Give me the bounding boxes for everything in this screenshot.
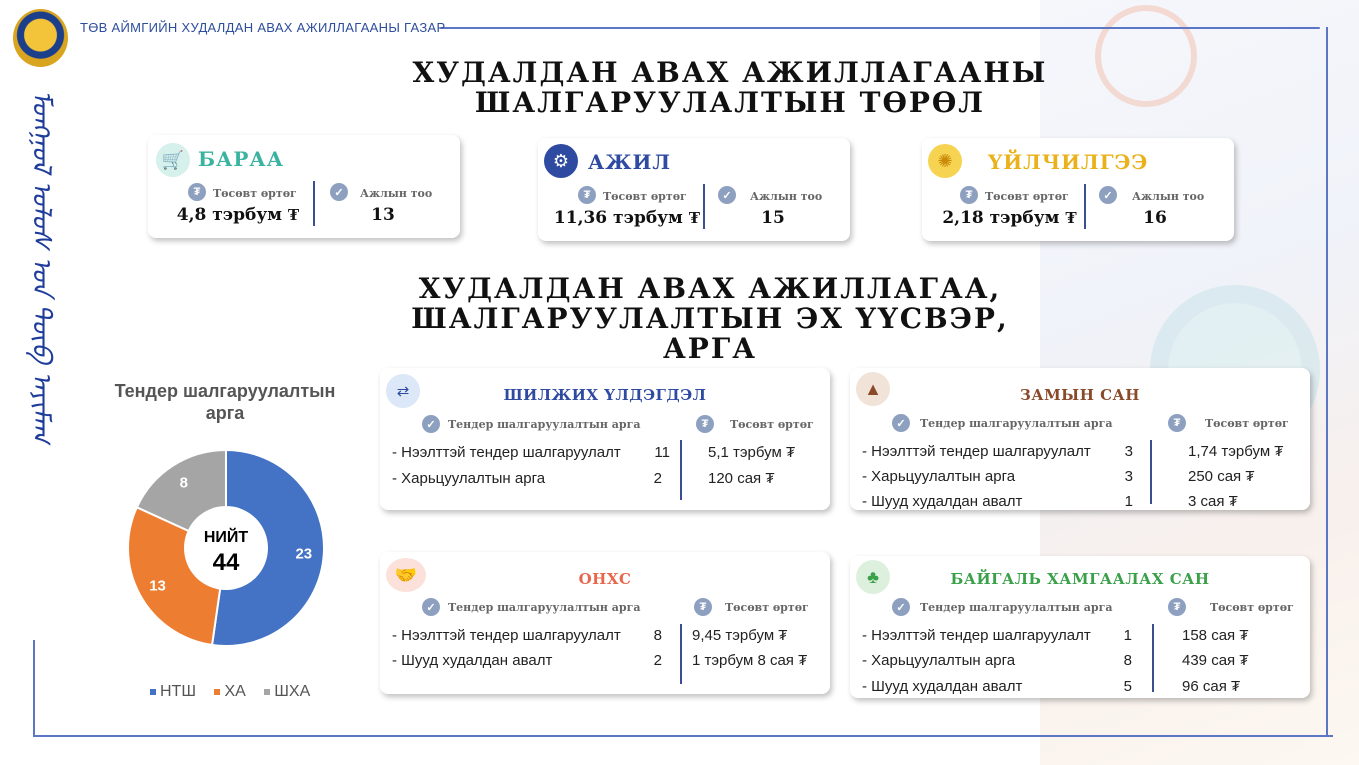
method-count: 1 — [1123, 627, 1132, 644]
center-value: 44 — [212, 549, 240, 576]
org-name: ТӨВ АЙМГИЙН ХУДАЛДАН АВАХ АЖИЛЛАГААНЫ ГАЗАР — [80, 20, 446, 35]
source-title: ОНХС — [578, 570, 632, 588]
method-text: - Харьцуулалтын арга — [862, 652, 1016, 669]
method-label: Тендер шалгаруулалтын арга — [448, 418, 641, 431]
method-text: - Харьцуулалтын арга — [862, 468, 1016, 485]
budget-label: Төсөвт өртөг — [985, 190, 1069, 203]
divider — [680, 624, 682, 684]
method-amount: 1 тэрбум 8 сая ₮ — [692, 652, 808, 669]
tree-icon: ♣ — [856, 560, 890, 594]
category-title: ҮЙЛЧИЛГЭЭ — [988, 150, 1149, 174]
budget-value: 4,8 тэрбум ₮ — [176, 205, 300, 225]
check-icon: ₮ — [578, 186, 596, 204]
budget-label: Төсөвт өртөг — [1205, 417, 1289, 430]
section1-title-line1: ХУДАЛДАН АВАХ АЖИЛЛАГААНЫ — [412, 56, 1048, 89]
count-label: Ажлын тоо — [1132, 190, 1205, 203]
check-icon: ✓ — [892, 598, 910, 616]
check-icon: ✓ — [422, 415, 440, 433]
source-card-transfer — [380, 368, 830, 510]
check-icon: ✓ — [892, 414, 910, 432]
divider — [680, 440, 682, 500]
mongolian-script-text: ᠮᠣᠩᠭᠣᠯ ᠤᠯᠤᠰ ᠤᠨ ᠲᠥᠪ ᠠᠶᠢᠮᠠᠭ — [26, 90, 56, 443]
source-card-nature-fund — [850, 556, 1310, 698]
count-value: 15 — [761, 208, 785, 228]
gear-icon: ⚙ — [544, 144, 578, 178]
method-label: Тендер шалгаруулалтын арга — [920, 417, 1113, 430]
method-amount: 3 сая ₮ — [1188, 493, 1238, 510]
divider — [703, 184, 705, 229]
check-icon: ₮ — [188, 183, 206, 201]
data-label: 8 — [179, 474, 189, 492]
divider — [1084, 184, 1086, 229]
budget-label: Төсөвт өртөг — [730, 418, 814, 431]
method-amount: 1,74 тэрбум ₮ — [1188, 443, 1284, 460]
donut-chart — [106, 428, 346, 668]
section1-title — [380, 58, 1080, 118]
check-icon: ₮ — [1168, 598, 1186, 616]
cart-icon: 🛒 — [156, 143, 190, 177]
data-label: 13 — [149, 577, 166, 595]
method-amount: 5,1 тэрбум ₮ — [708, 444, 796, 461]
method-amount: 9,45 тэрбум ₮ — [692, 627, 788, 644]
method-count: 2 — [653, 470, 662, 487]
method-text: - Шууд худалдан авалт — [862, 678, 1023, 695]
method-count: 1 — [1124, 493, 1133, 510]
method-count: 11 — [654, 444, 670, 461]
section2-title — [360, 274, 1060, 364]
legend-label: ХА — [224, 683, 246, 700]
method-amount: 158 сая ₮ — [1182, 627, 1249, 644]
legend-item-shha — [264, 683, 310, 700]
method-text: - Нээлттэй тендер шалгаруулалт — [862, 443, 1091, 460]
method-count: 5 — [1123, 678, 1132, 695]
check-icon: ₮ — [1168, 414, 1186, 432]
chart-title: Тендер шалгаруулалтын арга — [114, 381, 336, 423]
method-count: 3 — [1124, 443, 1133, 460]
center-label: НИЙТ — [203, 529, 249, 546]
budget-label: Төсөвт өртөг — [1210, 601, 1294, 614]
source-card-local-dev-fund — [380, 552, 830, 694]
legend-item-ntsh — [150, 683, 196, 700]
method-text: - Нээлттэй тендер шалгаруулалт — [392, 444, 621, 461]
method-amount: 250 сая ₮ — [1188, 468, 1255, 485]
budget-value: 2,18 тэрбум ₮ — [942, 208, 1077, 228]
legend-label: ШХА — [274, 683, 311, 700]
method-amount: 439 сая ₮ — [1182, 652, 1249, 669]
legend-label: НТШ — [160, 683, 196, 700]
divider — [1150, 440, 1152, 504]
method-amount: 96 сая ₮ — [1182, 678, 1241, 695]
method-text: - Харьцуулалтын арга — [392, 470, 546, 487]
category-card-works — [538, 138, 850, 241]
frame-right-line — [1326, 27, 1328, 737]
legend-swatch — [264, 689, 270, 695]
method-count: 2 — [653, 652, 662, 669]
handshake-icon: 🤝 — [386, 558, 426, 592]
legend-item-ha — [214, 683, 245, 700]
state-emblem-logo — [13, 9, 68, 67]
frame-left-line — [33, 640, 35, 737]
source-title: ЗАМЫН САН — [1020, 386, 1140, 404]
section1-title-line2: ШАЛГАРУУЛАЛТЫН ТӨРӨЛ — [474, 86, 986, 119]
chart-legend — [150, 683, 310, 701]
method-count: 8 — [1123, 652, 1132, 669]
method-text: - Нээлттэй тендер шалгаруулалт — [392, 627, 621, 644]
divider — [313, 181, 315, 226]
method-amount: 120 сая ₮ — [708, 470, 775, 487]
divider — [1152, 624, 1154, 692]
count-label: Ажлын тоо — [750, 190, 823, 203]
category-title: БАРАА — [198, 147, 284, 171]
method-count: 8 — [653, 627, 662, 644]
legend-swatch — [150, 689, 156, 695]
method-text: - Нээлттэй тендер шалгаруулалт — [862, 627, 1091, 644]
budget-value: 11,36 тэрбум ₮ — [553, 208, 701, 228]
donut-hole — [184, 506, 268, 590]
check-icon: ✓ — [330, 183, 348, 201]
category-card-goods — [148, 135, 460, 238]
method-label: Тендер шалгаруулалтын арга — [920, 601, 1113, 614]
frame-top-line — [440, 27, 1320, 29]
check-icon: ✓ — [422, 598, 440, 616]
source-title: БАЙГАЛЬ ХАМГААЛАХ САН — [950, 570, 1210, 588]
category-title: АЖИЛ — [588, 150, 672, 174]
data-label: 23 — [295, 545, 313, 563]
check-icon: ₮ — [696, 415, 714, 433]
source-card-road-fund — [850, 368, 1310, 510]
method-label: Тендер шалгаруулалтын арга — [448, 601, 641, 614]
count-value: 16 — [1143, 208, 1167, 228]
check-icon: ₮ — [960, 186, 978, 204]
source-title: ШИЛЖИХ ҮЛДЭГДЭЛ — [503, 386, 707, 404]
legend-swatch — [214, 689, 220, 695]
transfer-icon: ⇄ — [386, 374, 420, 408]
section2-title-line2: ШАЛГАРУУЛАЛТЫН ЭХ ҮҮСВЭР, АРГА — [411, 302, 1009, 365]
budget-label: Төсөвт өртөг — [725, 601, 809, 614]
check-icon: ✓ — [1099, 186, 1117, 204]
count-label: Ажлын тоо — [360, 187, 433, 200]
service-icon: ✺ — [928, 144, 962, 178]
road-icon: ▲ — [856, 372, 890, 406]
budget-label: Төсөвт өртөг — [213, 187, 297, 200]
frame-bottom-line — [33, 735, 1333, 737]
clock-decoration — [1095, 5, 1197, 107]
method-count: 3 — [1124, 468, 1133, 485]
method-text: - Шууд худалдан авалт — [862, 493, 1023, 510]
check-icon: ✓ — [718, 186, 736, 204]
section2-title-line1: ХУДАЛДАН АВАХ АЖИЛЛАГАА, — [418, 272, 1002, 305]
category-card-services — [922, 138, 1234, 241]
count-value: 13 — [371, 205, 395, 225]
method-text: - Шууд худалдан авалт — [392, 652, 553, 669]
budget-label: Төсөвт өртөг — [603, 190, 687, 203]
check-icon: ₮ — [694, 598, 712, 616]
